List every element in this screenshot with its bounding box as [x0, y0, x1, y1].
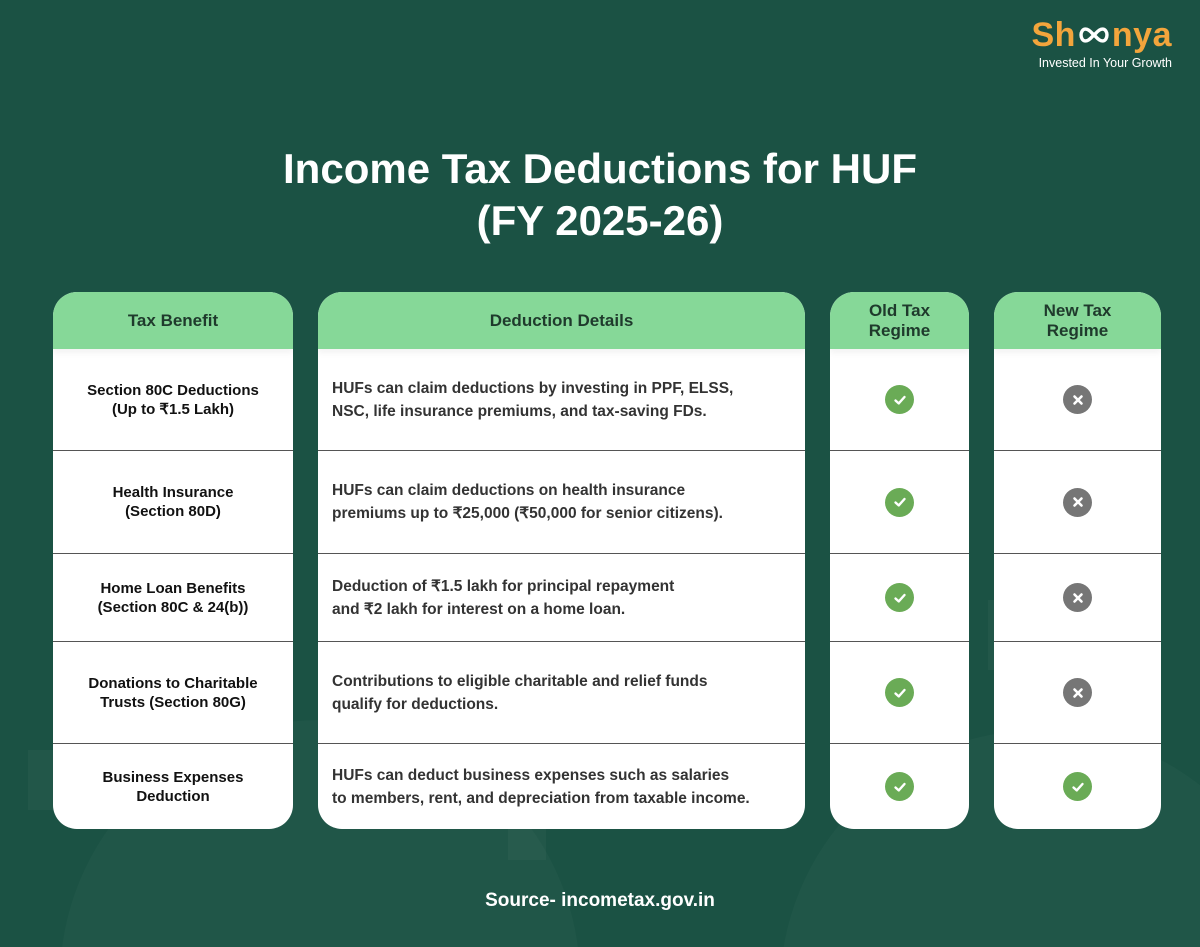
old-tax-regime-column — [830, 292, 969, 829]
tax-benefit-header: Tax Benefit — [53, 292, 293, 349]
benefit-cell: Business Expenses Deduction — [102, 768, 244, 805]
new-tax-regime-header: New Tax Regime — [994, 292, 1161, 349]
cross-icon — [1063, 385, 1092, 414]
check-icon — [885, 772, 914, 801]
deduction-details-column — [318, 292, 805, 829]
new-regime-cell — [994, 554, 1161, 642]
check-icon — [1063, 772, 1092, 801]
check-icon — [885, 385, 914, 414]
check-icon — [885, 678, 914, 707]
new-tax-regime-column — [994, 292, 1161, 829]
brand-tagline: Invested In Your Growth — [1038, 56, 1172, 70]
cross-icon — [1063, 583, 1092, 612]
benefit-cell: Section 80C Deductions (Up to ₹1.5 Lakh) — [53, 349, 293, 451]
infinity-icon — [1077, 25, 1111, 45]
title-line-2: (FY 2025-26) — [476, 197, 724, 244]
details-cell: HUFs can claim deductions by investing in PPF, ELSS, NSC, life insurance premiums, and tax-saving FDs. — [318, 349, 805, 451]
benefit-cell: Health Insurance (Section 80D) — [53, 451, 293, 554]
brand-logo — [1031, 18, 1172, 70]
cross-icon — [1063, 678, 1092, 707]
details-cell: HUFs can deduct business expenses such as salaries to members, rent, and depreciation from taxable income. — [332, 766, 750, 807]
deduction-details-header: Deduction Details — [318, 292, 805, 349]
old-regime-cell — [830, 349, 969, 451]
source-credit: Source- incometax.gov.in — [485, 890, 715, 911]
benefit-cell: Home Loan Benefits (Section 80C & 24(b)) — [53, 554, 293, 642]
cross-icon — [1063, 488, 1092, 517]
new-regime-cell — [994, 642, 1161, 744]
benefit-cell: Donations to Charitable Trusts (Section 80G) — [53, 642, 293, 744]
old-regime-cell — [830, 744, 969, 829]
brand-wordmark: Sh nya — [1031, 16, 1172, 54]
new-regime-cell — [994, 744, 1161, 829]
details-cell: Contributions to eligible charitable and relief funds qualify for deductions. — [318, 642, 805, 744]
old-tax-regime-header: Old Tax Regime — [830, 292, 969, 349]
old-regime-cell — [830, 451, 969, 554]
new-regime-cell — [994, 451, 1161, 554]
old-regime-cell — [830, 642, 969, 744]
new-regime-cell — [994, 349, 1161, 451]
details-cell: Deduction of ₹1.5 lakh for principal repayment and ₹2 lakh for interest on a home loan. — [318, 554, 805, 642]
details-cell: HUFs can claim deductions on health insurance premiums up to ₹25,000 (₹50,000 for senior citizens). — [318, 451, 805, 554]
old-regime-cell — [830, 554, 969, 642]
page-title — [0, 143, 1200, 247]
check-icon — [885, 583, 914, 612]
tax-benefit-column — [53, 292, 293, 829]
title-line-1: Income Tax Deductions for HUF — [283, 145, 917, 192]
check-icon — [885, 488, 914, 517]
